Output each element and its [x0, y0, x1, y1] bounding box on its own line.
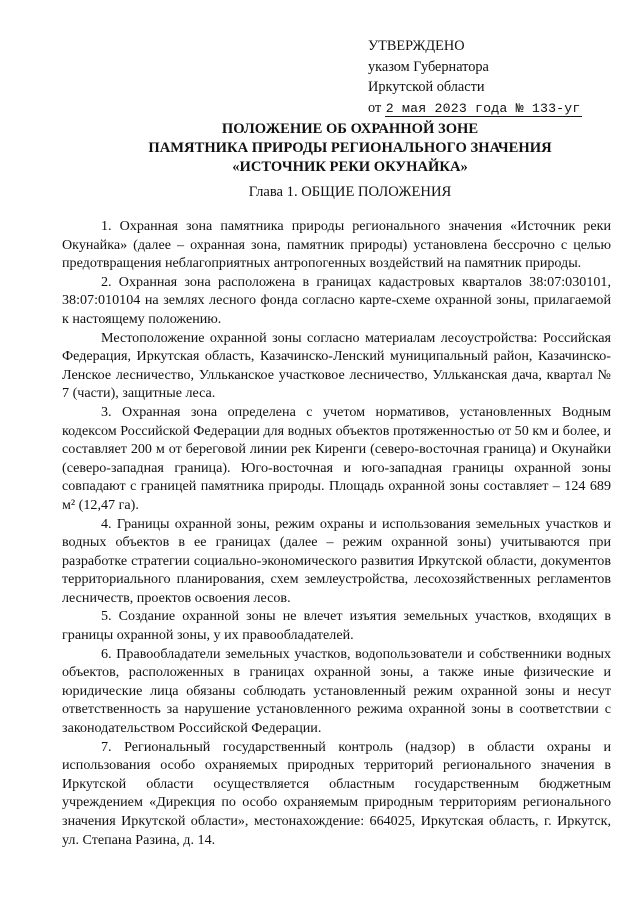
approval-region: Иркутской области	[368, 79, 485, 95]
chapter-heading: Глава 1. ОБЩИЕ ПОЛОЖЕНИЯ	[248, 184, 452, 200]
paragraph-7: 7. Региональный государственный контроль (надзор) в области охраны и использования особо охраняемых природных территорий регионального значения в Иркутской области осуществляется областным государственным бюджетным учреждением «Дирекция по особо охраняемым природным территориям регионального значения Иркутской области», местонахождение: 664025, Иркутская область, г. Иркутск, ул. Степана Разина, д. 14.	[62, 738, 611, 848]
approval-from-label: от	[368, 99, 382, 116]
approval-block	[368, 36, 582, 119]
paragraph-4: 4. Границы охранной зоны, режим охраны и использования земельных участков и водных объектов в ее границах (далее – режим охранной зоны) учитываются при разработке стратегии социально-экономического развития Иркутской области, документов территориального планирования, схем землеустройства, лесохозяйственных регламентов лесничеств, проектов освоения лесов.	[62, 515, 611, 606]
approval-title: УТВЕРЖДЕНО	[368, 38, 465, 54]
approval-decree: указом Губернатора	[368, 58, 489, 75]
paragraph-location: Местоположение охранной зоны согласно материалам лесоустройства: Российская Федерация, Иркутская область, Казачинско-Ленский муниципальный район, Казачинско-Ленское лесничество, Улльканское участковое лесничество, Улльканская дача, квартал № 7 (части), защитные леса.	[62, 329, 611, 402]
document-body	[62, 217, 611, 849]
paragraph-3: 3. Охранная зона определена с учетом нормативов, установленных Водным кодексом Российской Федерации для водных объектов протяженностью от 50 км и более, и составляет 200 м от береговой линии рек Киренги (северо-восточная граница) и Окунайки (северо-западная граница). Юго-восточная и юго-западная границы охранной зоны совпадают с границей памятника природы. Площадь охранной зоны составляет – 124 689 м² (12,47 га).	[62, 403, 611, 513]
title-line-2: ПАМЯТНИКА ПРИРОДЫ РЕГИОНАЛЬНОГО ЗНАЧЕНИЯ	[148, 140, 552, 156]
paragraph-5: 5. Создание охранной зоны не влечет изъятия земельных участков, входящих в границы охранной зоны, у их правообладателей.	[62, 608, 611, 644]
paragraph-2: 2. Охранная зона расположена в границах кадастровых кварталов 38:07:030101, 38:07:010104 на землях лесного фонда согласно карте-схеме охранной зоны, прилагаемой к настоящему положению.	[62, 273, 611, 327]
paragraph-6: 6. Правообладатели земельных участков, водопользователи и собственники водных объектов, расположенных в границах охранной зоны, а также иные физические и юридические лица обязаны соблюдать установленный режим охранной зоны и несут ответственность за нарушение установленного режима охранной зоны в соответствии с законодательством Российской Федерации.	[62, 645, 611, 737]
title-line-3: «ИСТОЧНИК РЕКИ ОКУНАЙКА»	[232, 159, 468, 175]
document-title	[60, 120, 639, 177]
title-line-1: ПОЛОЖЕНИЕ ОБ ОХРАННОЙ ЗОНЕ	[221, 121, 479, 137]
approval-date-number-stamp: 2 мая 2023 года № 133-уг	[385, 100, 581, 116]
paragraph-1: 1. Охранная зона памятника природы регионального значения «Источник реки Окунайка» (далее – охранная зона, памятник природы) установлена бессрочно с целью предотвращения неблагоприятных антропогенных воздействий на памятник природы.	[62, 218, 611, 272]
approval-date-line	[368, 98, 582, 120]
